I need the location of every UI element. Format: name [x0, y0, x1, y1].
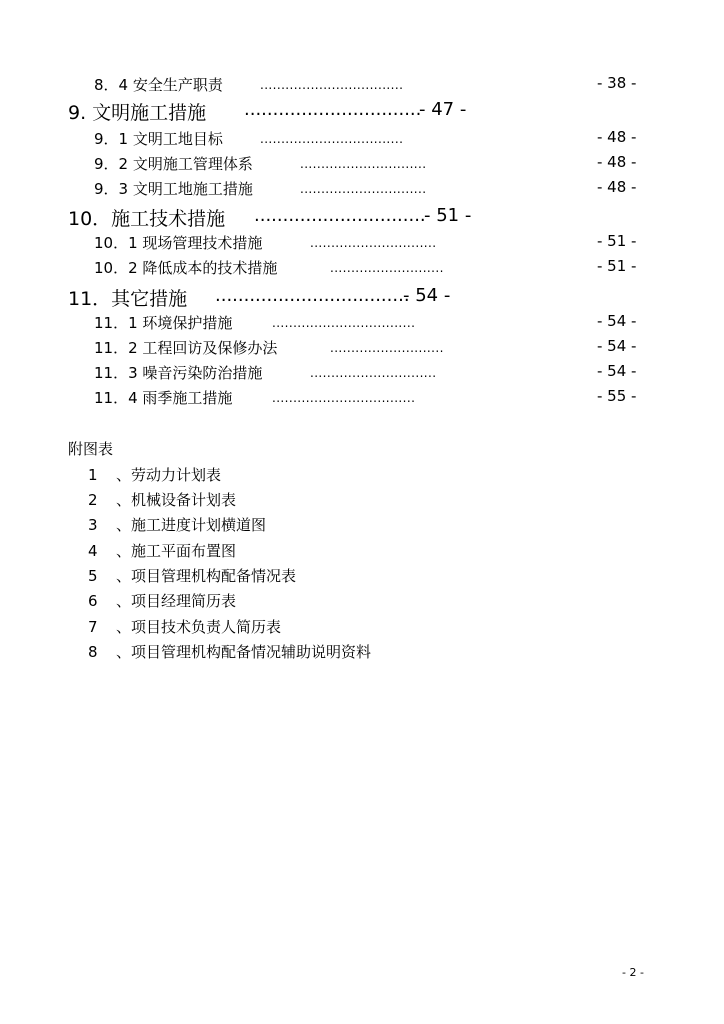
- attachment-item: [88, 590, 236, 611]
- toc-entry-11-3-label[interactable]: 11．3 噪音污染防治措施: [94, 364, 263, 382]
- attachment-number: 7: [88, 618, 98, 636]
- toc-leader-dots: ..................................: [272, 316, 416, 330]
- toc-entry-9-3-page: - 48 -: [597, 178, 637, 196]
- toc-entry-10-2-label[interactable]: 10．2 降低成本的技术措施: [94, 259, 278, 277]
- attachment-item: [88, 514, 266, 535]
- toc-entry-11-1-label[interactable]: 11．1 环境保护措施: [94, 314, 233, 332]
- attachment-number: 4: [88, 542, 98, 560]
- attachments-title: 附图表: [68, 440, 114, 458]
- toc-leader-dots: ..................................: [260, 78, 404, 92]
- toc-leader-dots: ...........................: [330, 261, 444, 275]
- toc-section-11-label[interactable]: 11．其它措施: [68, 288, 188, 310]
- toc-section-11-page: - 54 -: [403, 285, 451, 306]
- toc-entry-8-4-label[interactable]: 8．4 安全生产职责: [94, 76, 223, 94]
- toc-leader-dots: ..................................: [215, 285, 410, 306]
- toc-leader-dots: ...............................: [244, 99, 422, 120]
- toc-leader-dots: ..................................: [260, 132, 404, 146]
- attachment-text: 、施工平面布置图: [116, 542, 237, 560]
- toc-entry-11-2-page: - 54 -: [597, 337, 637, 355]
- attachment-text: 、机械设备计划表: [116, 491, 237, 509]
- toc-leader-dots: ..................................: [272, 391, 416, 405]
- attachment-item: [88, 489, 236, 510]
- attachment-item: [88, 565, 296, 586]
- toc-section-10-label[interactable]: 10．施工技术措施: [68, 208, 226, 230]
- toc-entry-9-2-label[interactable]: 9．2 文明施工管理体系: [94, 155, 253, 173]
- attachment-item: [88, 540, 236, 561]
- toc-entry-9-1-page: - 48 -: [597, 128, 637, 146]
- attachment-text: 、施工进度计划横道图: [116, 516, 267, 534]
- attachment-text: 、项目管理机构配备情况表: [116, 567, 297, 585]
- toc-leader-dots: ..............................: [310, 366, 437, 380]
- attachment-number: 6: [88, 592, 98, 610]
- toc-entry-9-3-label[interactable]: 9．3 文明工地施工措施: [94, 180, 253, 198]
- attachment-text: 、项目技术负责人简历表: [116, 618, 282, 636]
- attachment-number: 8: [88, 643, 98, 661]
- toc-entry-11-3-page: - 54 -: [597, 362, 637, 380]
- toc-entry-11-2-label[interactable]: 11．2 工程回访及保修办法: [94, 339, 278, 357]
- attachment-text: 、项目管理机构配备情况辅助说明资料: [116, 643, 372, 661]
- toc-entry-9-1-label[interactable]: 9．1 文明工地目标: [94, 130, 223, 148]
- attachment-item: [88, 464, 221, 485]
- toc-entry-8-4-page: - 38 -: [597, 74, 637, 92]
- toc-leader-dots: ..............................: [300, 182, 427, 196]
- attachment-number: 1: [88, 466, 98, 484]
- toc-entry-11-4-page: - 55 -: [597, 387, 637, 405]
- attachment-number: 2: [88, 491, 98, 509]
- attachment-text: 、劳动力计划表: [116, 466, 222, 484]
- toc-entry-9-2-page: - 48 -: [597, 153, 637, 171]
- attachment-text: 、项目经理简历表: [116, 592, 237, 610]
- attachment-number: 3: [88, 516, 98, 534]
- toc-leader-dots: ..............................: [300, 157, 427, 171]
- toc-section-10-page: - 51 -: [424, 205, 472, 226]
- toc-entry-10-2-page: - 51 -: [597, 257, 637, 275]
- toc-leader-dots: ..............................: [310, 236, 437, 250]
- attachment-number: 5: [88, 567, 98, 585]
- toc-entry-11-1-page: - 54 -: [597, 312, 637, 330]
- toc-entry-10-1-page: - 51 -: [597, 232, 637, 250]
- toc-section-9-page: - 47 -: [419, 99, 467, 120]
- toc-entry-10-1-label[interactable]: 10．1 现场管理技术措施: [94, 234, 263, 252]
- toc-section-9-label[interactable]: 9. 文明施工措施: [68, 102, 207, 124]
- toc-leader-dots: ..............................: [254, 205, 426, 226]
- toc-entry-11-4-label[interactable]: 11．4 雨季施工措施: [94, 389, 233, 407]
- attachment-item: [88, 641, 371, 662]
- attachment-item: [88, 616, 281, 637]
- toc-leader-dots: ...........................: [330, 341, 444, 355]
- page-number: - 2 -: [622, 966, 644, 979]
